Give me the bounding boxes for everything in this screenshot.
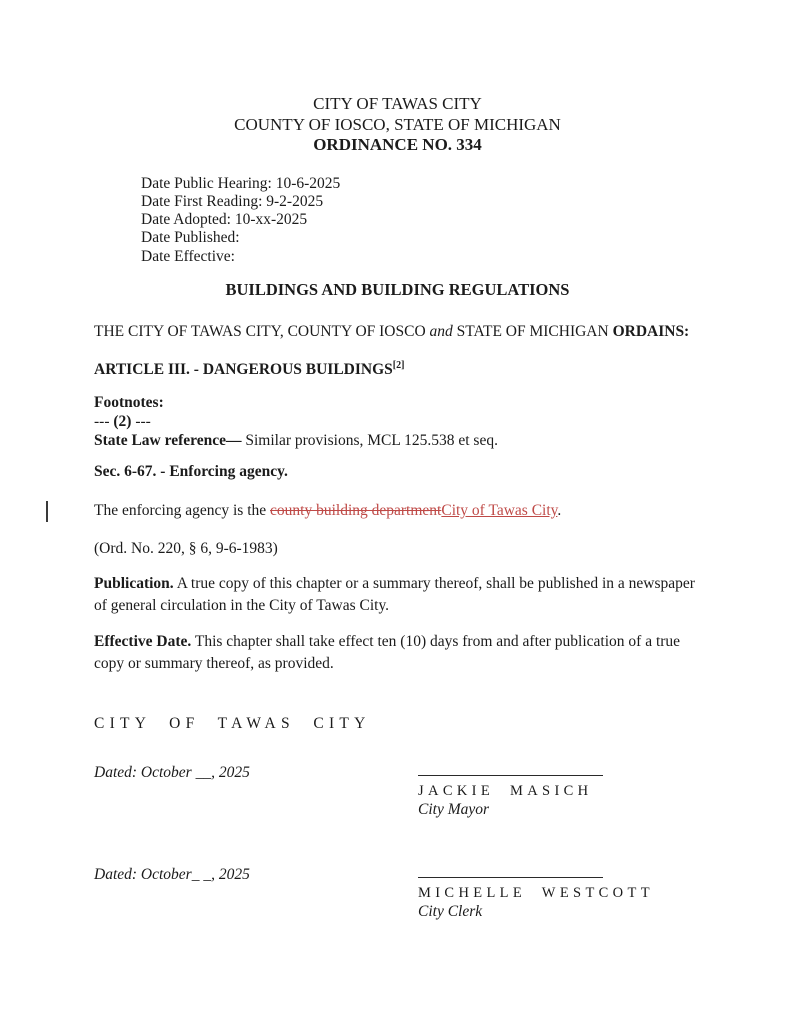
date-adopted: Date Adopted: 10-xx-2025: [141, 211, 308, 229]
revision-inserted-text: City of Tawas City: [441, 501, 558, 519]
state-law-reference-line: [94, 431, 701, 450]
state-law-reference-label: State Law reference—: [94, 431, 242, 449]
ordinance-reference: (Ord. No. 220, § 6, 9-6-1983): [94, 539, 278, 557]
signature-line: [418, 865, 603, 878]
ordains-keyword: ORDAINS:: [612, 322, 690, 340]
dated-line-mayor: Dated: October __, 2025: [94, 763, 250, 781]
effective-date-paragraph: [94, 631, 701, 676]
revision-deleted-text: county building department: [270, 501, 442, 519]
footnote-dashes-pre: ---: [94, 412, 114, 430]
publication-text: A true copy of this chapter or a summary thereof, shall be published in a newspaper of general circulation in the City of Tawas City.: [94, 574, 695, 615]
revision-change-bar: [46, 501, 48, 522]
footnote-number: (2): [113, 412, 132, 430]
signer-title-mayor: City Mayor: [418, 800, 490, 818]
header-ordinance-number: ORDINANCE NO. 334: [313, 135, 482, 154]
signature-block-mayor: [418, 763, 701, 819]
article-heading-text: ARTICLE III. - DANGEROUS BUILDINGS: [94, 360, 393, 378]
section-heading: Sec. 6-67. - Enforcing agency.: [94, 462, 288, 480]
date-public-hearing: Date Public Hearing: 10-6-2025: [141, 174, 341, 192]
ordains-text-pre: THE CITY OF TAWAS CITY, COUNTY OF IOSCO: [94, 322, 430, 340]
signature-row-clerk: [94, 865, 701, 921]
effective-date-text: This chapter shall take effect ten (10) days from and after publication of a true copy or summary thereof, as provided.: [94, 632, 681, 673]
ordains-clause: [94, 322, 701, 342]
date-effective: Date Effective:: [141, 247, 235, 265]
signature-line: [418, 763, 603, 776]
signature-row-mayor: [94, 763, 701, 819]
header-city-line: CITY OF TAWAS CITY: [313, 94, 482, 113]
signoff-city-line: CITY OF TAWAS CITY: [94, 714, 371, 732]
signer-name-mayor: JACKIE MASICH: [418, 782, 593, 799]
article-heading: [94, 360, 701, 379]
footnotes-heading: Footnotes:: [94, 393, 164, 411]
footnote-number-line: [94, 412, 701, 431]
signer-name-clerk: MICHELLE WESTCOTT: [418, 884, 654, 901]
state-law-reference-text: Similar provisions, MCL 125.538 et seq.: [241, 431, 498, 449]
signature-block-clerk: [418, 865, 701, 921]
date-published: Date Published:: [141, 229, 240, 247]
article-footnote-marker: [2]: [392, 359, 405, 371]
enforcing-agency-paragraph: [94, 501, 701, 521]
effective-date-label: Effective Date.: [94, 632, 192, 650]
signer-title-clerk: City Clerk: [418, 902, 483, 920]
enforcing-text-post: .: [557, 501, 562, 519]
publication-label: Publication.: [94, 574, 174, 592]
enforcing-text-pre: The enforcing agency is the: [94, 501, 271, 519]
document-header: [94, 94, 701, 156]
dates-block: [141, 175, 701, 266]
footnote-dashes-post: ---: [131, 412, 151, 430]
ordains-and: and: [429, 322, 453, 340]
footnotes-block: [94, 393, 701, 450]
publication-paragraph: [94, 573, 701, 618]
ordains-text-mid: STATE OF MICHIGAN: [452, 322, 613, 340]
document-title: BUILDINGS AND BUILDING REGULATIONS: [225, 279, 570, 299]
header-county-line: COUNTY OF IOSCO, STATE OF MICHIGAN: [234, 114, 561, 134]
dated-line-clerk: Dated: October_ _, 2025: [94, 865, 250, 883]
date-first-reading: Date First Reading: 9-2-2025: [141, 192, 324, 210]
